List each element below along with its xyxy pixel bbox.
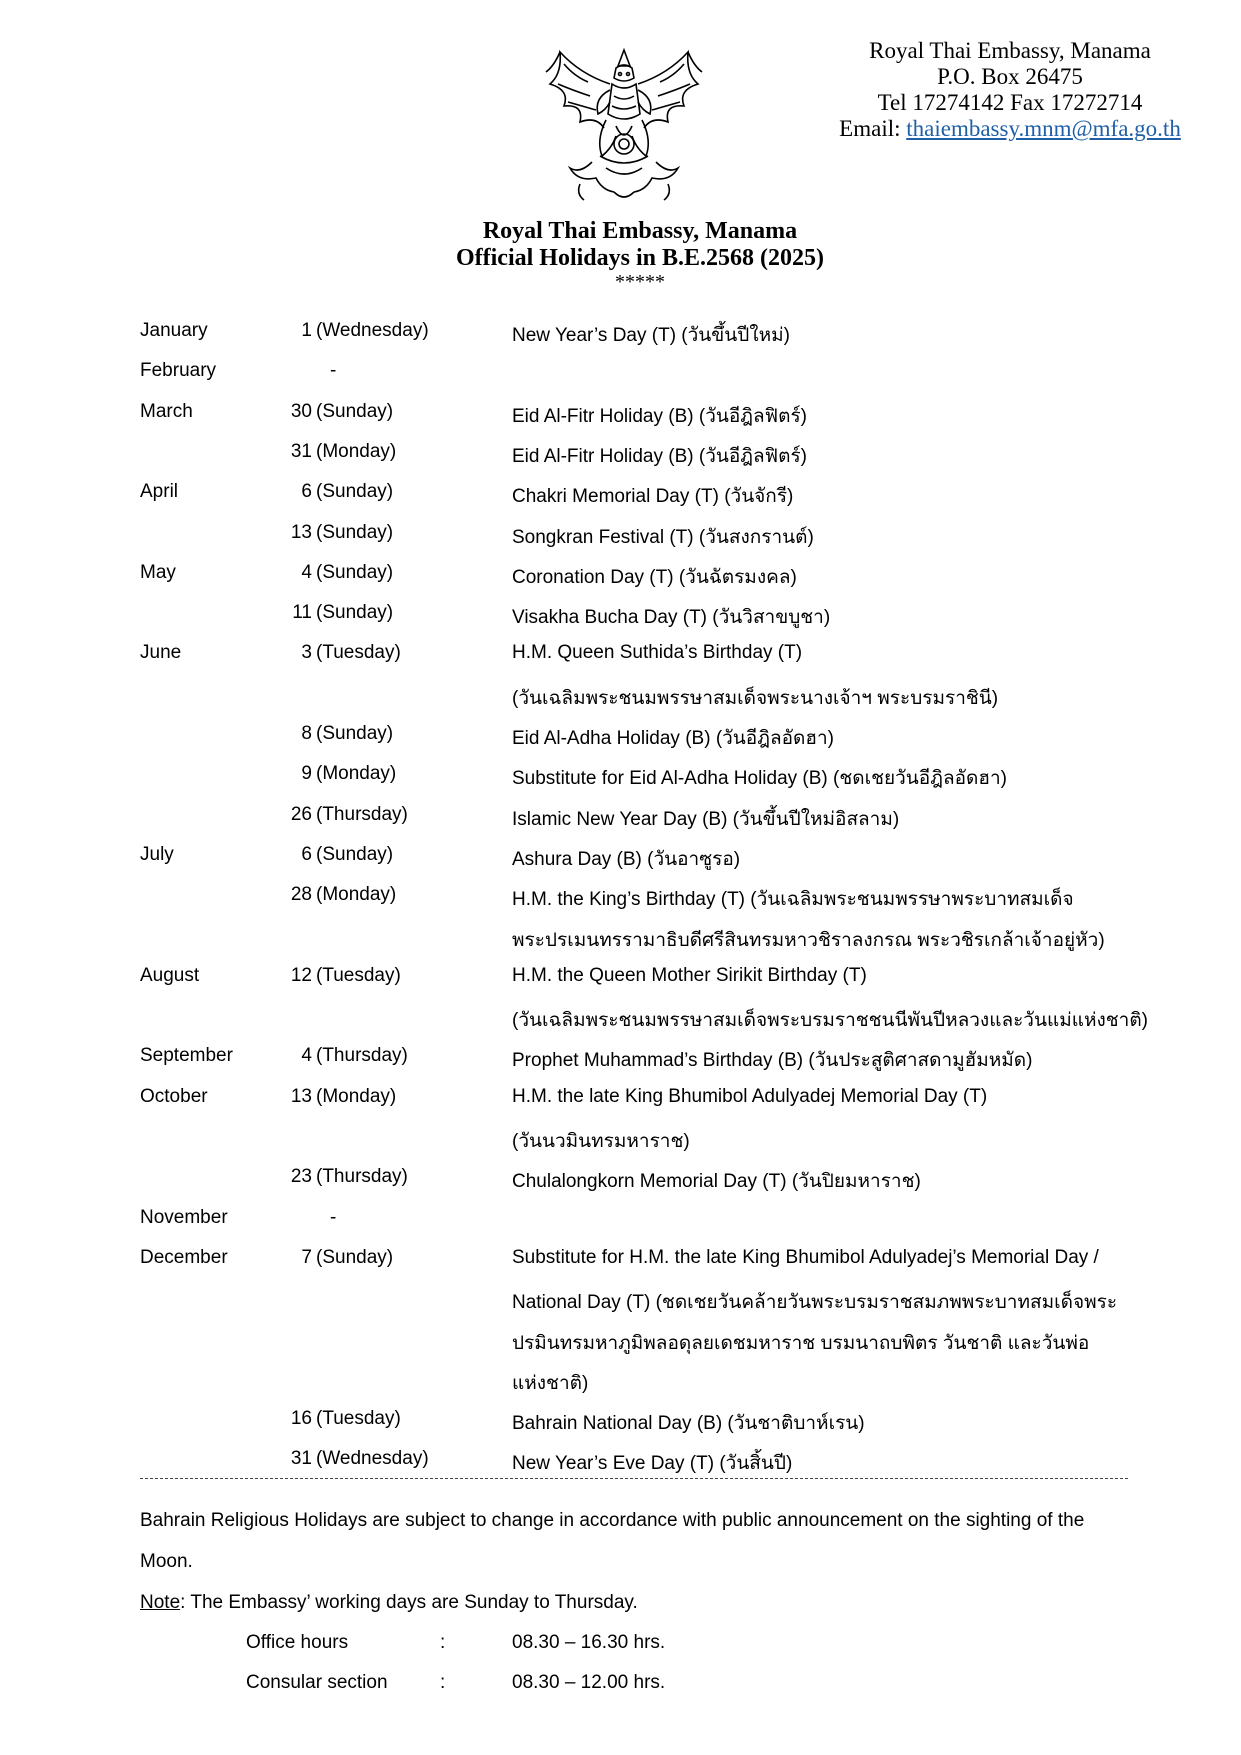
holiday-day: 7 <box>301 1246 312 1268</box>
holiday-row <box>0 350 1241 390</box>
holiday-weekday: (Sunday) <box>316 561 394 583</box>
holiday-weekday: (Tuesday) <box>316 964 401 986</box>
holiday-row <box>0 1398 1241 1438</box>
contact-line-name: Royal Thai Embassy, Manama <box>869 38 1151 63</box>
holiday-description: พระปรเมนทรรามาธิบดีศรีสินทรมหาวชิราลงกรณ พระวชิรเกล้าเจ้าอยู่หัว) <box>512 929 1105 951</box>
holiday-row <box>0 552 1241 592</box>
holiday-month: August <box>140 964 200 986</box>
holiday-weekday: (Monday) <box>316 763 397 785</box>
holiday-row <box>0 1237 1241 1277</box>
holiday-day: 28 <box>290 884 312 906</box>
holiday-row <box>0 1197 1241 1237</box>
note-label: Note <box>140 1592 181 1613</box>
holiday-row <box>0 713 1241 753</box>
holiday-day: 13 <box>290 1085 312 1107</box>
holiday-month: October <box>140 1085 208 1107</box>
title-line-1: Royal Thai Embassy, Manama <box>482 218 798 244</box>
holiday-row <box>0 592 1241 632</box>
holiday-row <box>0 391 1241 431</box>
note-text: : The Embassy’ working days are Sunday to Thursday. <box>180 1592 638 1613</box>
holiday-row <box>0 1438 1241 1478</box>
religious-note-line-2: Moon. <box>140 1551 193 1572</box>
holiday-day: 6 <box>301 481 312 503</box>
holiday-weekday: (Thursday) <box>316 1166 408 1188</box>
holiday-description: Coronation Day (T) (วันฉัตรมงคล) <box>512 566 797 588</box>
holiday-row <box>0 1076 1241 1116</box>
holiday-weekday: (Sunday) <box>316 1246 394 1268</box>
holiday-row <box>0 471 1241 511</box>
holiday-month: September <box>140 1045 233 1067</box>
holiday-row <box>0 995 1241 1035</box>
holiday-none-dash: - <box>330 360 337 382</box>
holiday-day: 16 <box>290 1408 312 1430</box>
contact-line-phone-fax: Tel 17274142 Fax 17272714 <box>877 90 1143 115</box>
holiday-row <box>0 1116 1241 1156</box>
holiday-month: February <box>140 360 217 382</box>
holiday-row <box>0 310 1241 350</box>
holiday-weekday: (Monday) <box>316 884 397 906</box>
holiday-month: November <box>140 1206 228 1228</box>
holiday-description: Songkran Festival (T) (วันสงกรานต์) <box>512 526 814 548</box>
title-line-2: Official Holidays in B.E.2568 (2025) <box>455 245 824 271</box>
holiday-description: แห่งชาติ) <box>512 1372 589 1394</box>
holiday-row <box>0 673 1241 713</box>
holiday-description: Visakha Bucha Day (T) (วันวิสาขบูชา) <box>512 607 831 629</box>
holiday-row <box>0 1358 1241 1398</box>
holiday-month: January <box>140 320 208 341</box>
holiday-day: 4 <box>301 561 312 583</box>
religious-note-line-1: Bahrain Religious Holidays are subject to change in accordance with public announcement on the sighting of the <box>140 1510 1085 1531</box>
holiday-month: March <box>140 400 193 422</box>
holiday-description: Substitute for H.M. the late King Bhumibol Adulyadej’s Memorial Day / <box>512 1246 1099 1268</box>
holiday-description: Substitute for Eid Al-Adha Holiday (B) (ชดเชยวันอีฎิลอัดฮา) <box>512 768 1007 790</box>
holiday-description: (วันเฉลิมพระชนมพรรษาสมเด็จพระบรมราชชนนีพันปีหลวงและวันแม่แห่งชาติ) <box>512 1010 1148 1032</box>
office-hours-value: 08.30 – 16.30 hrs. <box>512 1632 666 1653</box>
holiday-description: Eid Al-Fitr Holiday (B) (วันอีฎิลฟิตร์) <box>512 405 807 427</box>
holiday-description: Prophet Muhammad’s Birthday (B) (วันประสูติศาสดามูฮัมหมัด) <box>512 1050 1033 1072</box>
holiday-weekday: (Wednesday) <box>316 320 429 341</box>
holiday-day: 23 <box>290 1166 312 1188</box>
holiday-weekday: (Sunday) <box>316 400 394 422</box>
holiday-row <box>0 874 1241 914</box>
holiday-weekday: (Thursday) <box>316 803 408 825</box>
holiday-description: H.M. the late King Bhumibol Adulyadej Memorial Day (T) <box>512 1085 988 1107</box>
holiday-description: Eid Al-Fitr Holiday (B) (วันอีฎิลฟิตร์) <box>512 445 807 467</box>
holiday-month: June <box>140 642 182 664</box>
document-title <box>0 218 1241 272</box>
holiday-weekday: (Thursday) <box>316 1045 408 1067</box>
holiday-weekday: (Monday) <box>316 1085 397 1107</box>
holiday-day: 6 <box>301 843 312 865</box>
holiday-description: Eid Al-Adha Holiday (B) (วันอีฎิลอัดฮา) <box>512 728 834 749</box>
holiday-day: 11 <box>292 602 312 624</box>
office-hours-colon: : <box>440 1632 446 1653</box>
title-stars-separator: ***** <box>615 271 665 293</box>
working-days-note <box>140 1592 638 1614</box>
consular-hours-colon: : <box>440 1672 446 1693</box>
holiday-description: H.M. the King’s Birthday (T) (วันเฉลิมพระชนมพรรษาพระบาทสมเด็จ <box>512 889 1074 911</box>
holiday-description: National Day (T) (ชดเชยวันคล้ายวันพระบรมราชสมภพพระบาทสมเด็จพระ <box>512 1292 1118 1314</box>
embassy-contact-block <box>820 38 1200 142</box>
garuda-emblem-icon <box>540 44 708 206</box>
holiday-day: 8 <box>301 723 312 744</box>
holiday-weekday: (Wednesday) <box>316 1448 429 1470</box>
holiday-day: 1 <box>301 320 312 341</box>
holiday-row <box>0 794 1241 834</box>
holiday-day: 13 <box>290 521 312 543</box>
holiday-weekday: (Sunday) <box>316 843 394 865</box>
holiday-month: December <box>140 1246 228 1268</box>
holiday-description: Bahrain National Day (B) (วันชาติบาห์เรน) <box>512 1413 865 1435</box>
holiday-description: New Year’s Eve Day (T) (วันสิ้นปี) <box>512 1453 793 1475</box>
holiday-row <box>0 955 1241 995</box>
holiday-day: 3 <box>301 642 312 664</box>
holiday-day: 9 <box>301 763 312 785</box>
holiday-row <box>0 915 1241 955</box>
holiday-row <box>0 1035 1241 1075</box>
holiday-row <box>0 431 1241 471</box>
holiday-month: April <box>140 481 179 503</box>
holiday-none-dash: - <box>330 1206 337 1228</box>
holiday-description: Ashura Day (B) (วันอาซูรอ) <box>512 848 741 870</box>
holiday-day: 4 <box>301 1045 312 1067</box>
holiday-weekday: (Tuesday) <box>316 642 401 664</box>
contact-line-pobox: P.O. Box 26475 <box>937 64 1083 89</box>
holiday-weekday: (Sunday) <box>316 723 394 744</box>
holiday-description: Chakri Memorial Day (T) (วันจักรี) <box>512 486 794 508</box>
contact-line-email <box>820 116 1200 142</box>
dashed-divider <box>140 1478 1128 1479</box>
holiday-row <box>0 1156 1241 1196</box>
holiday-weekday: (Monday) <box>316 440 397 462</box>
email-label: Email: <box>839 116 901 141</box>
holiday-description: Chulalongkorn Memorial Day (T) (วันปิยมหาราช) <box>512 1171 921 1193</box>
holiday-day: 31 <box>290 1448 312 1470</box>
holiday-weekday: (Sunday) <box>316 481 394 503</box>
holiday-description: ปรมินทรมหาภูมิพลอดุลยเดชมหาราช บรมนาถบพิตร วันชาติ และวันพ่อ <box>512 1332 1090 1354</box>
holiday-month: May <box>140 561 176 583</box>
consular-hours-value: 08.30 – 12.00 hrs. <box>512 1672 666 1693</box>
holiday-day: 26 <box>290 803 312 825</box>
email-link[interactable]: thaiembassy.mnm@mfa.go.th <box>906 116 1181 141</box>
holiday-weekday: (Sunday) <box>316 521 394 543</box>
holiday-day: 30 <box>290 400 312 422</box>
holiday-day: 12 <box>290 964 312 986</box>
holiday-weekday: (Tuesday) <box>316 1408 401 1430</box>
holiday-month: July <box>140 843 174 865</box>
holiday-description: Islamic New Year Day (B) (วันขึ้นปีใหม่อิสลาม) <box>512 808 900 830</box>
holiday-weekday: (Sunday) <box>316 602 394 624</box>
holiday-description: (วันนวมินทรมหาราช) <box>512 1131 690 1152</box>
holiday-row <box>0 834 1241 874</box>
holiday-description: H.M. Queen Suthida’s Birthday (T) <box>512 642 803 664</box>
holiday-description: (วันเฉลิมพระชนมพรรษาสมเด็จพระนางเจ้าฯ พระบรมราชินี) <box>512 687 999 709</box>
holiday-row <box>0 512 1241 552</box>
holiday-row <box>0 1318 1241 1358</box>
holiday-row <box>0 1277 1241 1317</box>
holiday-description: H.M. the Queen Mother Sirikit Birthday (T) <box>512 964 867 986</box>
holiday-description: New Year’s Day (T) (วันขึ้นปีใหม่) <box>512 325 790 346</box>
holiday-row <box>0 753 1241 793</box>
holiday-row <box>0 632 1241 672</box>
consular-hours-label: Consular section <box>246 1672 388 1693</box>
holiday-day: 31 <box>290 440 312 462</box>
office-hours-label: Office hours <box>246 1632 349 1653</box>
